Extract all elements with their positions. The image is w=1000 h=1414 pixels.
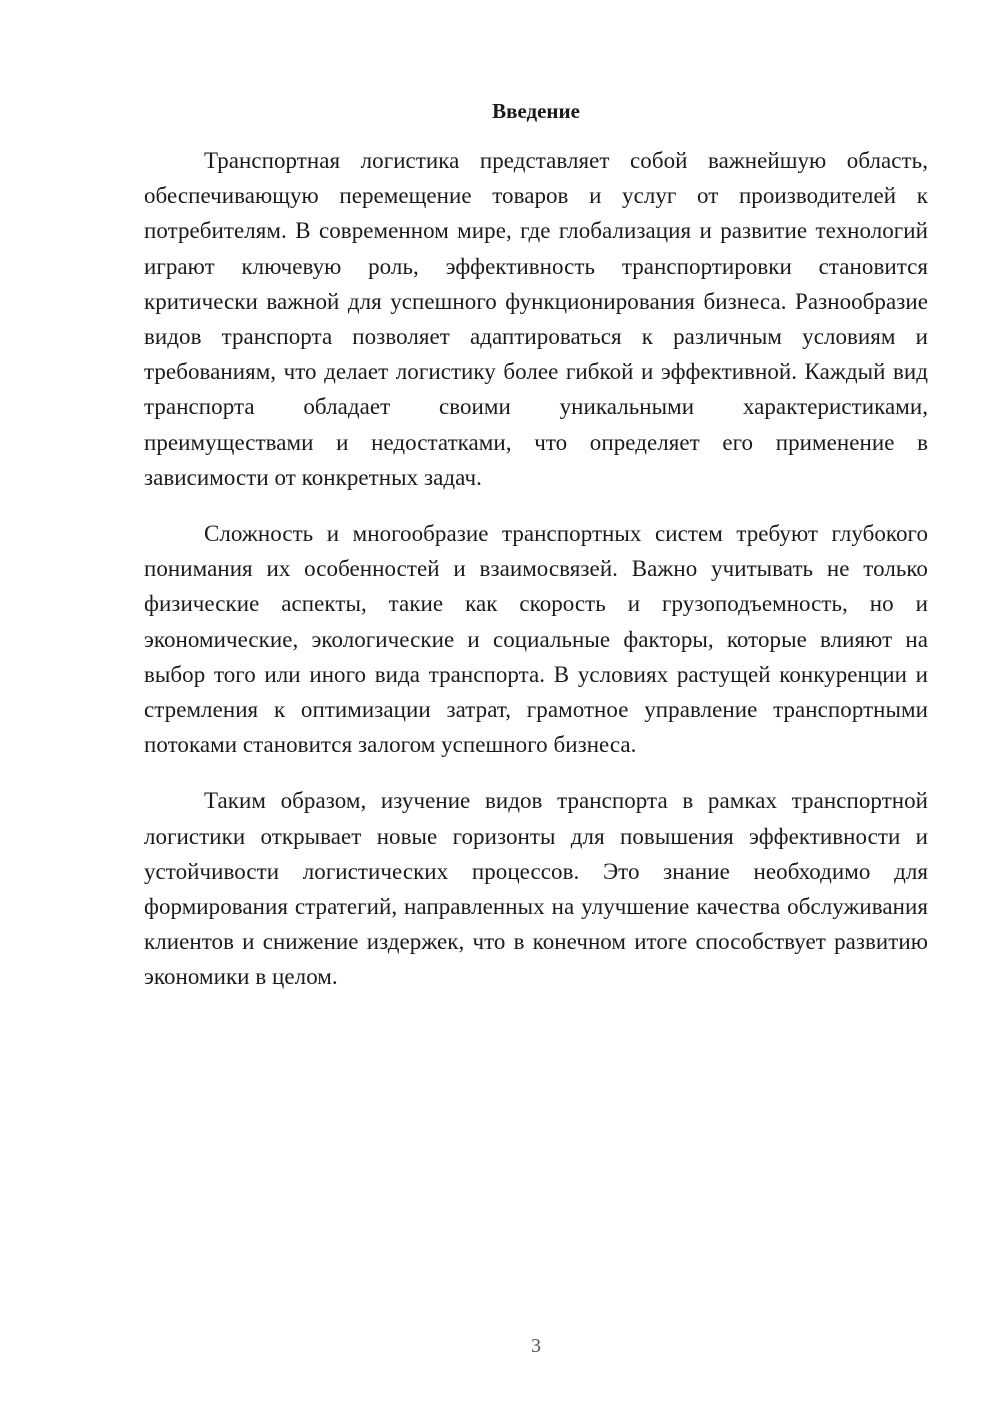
paragraph-2: Сложность и многообразие транспортных систем требуют глубокого понимания их особенностей и взаимосвязей. Важно учитывать не только физические аспекты, такие как скорость и грузоподъемность, но и экономические, экологические и социальные факторы, которые влияют на выбор того или иного вида транспорта. В условиях растущей конкуренции и стремления к оптимизации затрат, грамотное управление транспортными потоками становится залогом успешного бизнеса. xyxy=(144,521,928,758)
paragraph-3: Таким образом, изучение видов транспорта в рамках транспортной логистики открывает новые горизонты для повышения эффективности и устойчивости логистических процессов. Это знание необходимо для формирования стратегий, направленных на улучшение качества обслуживания клиентов и снижение издержек, что в конечном итоге способствует развитию экономики в целом. xyxy=(144,788,928,990)
section-heading: Введение xyxy=(492,99,580,123)
paragraph-1: Транспортная логистика представляет собой важнейшую область, обеспечивающую перемещение товаров и услуг от производителей к потребителям. В современном мире, где глобализация и развитие технологий играют ключевую роль, эффективность транспортировки становится критически важной для успешного функционирования бизнеса. Разнообразие видов транспорта позволяет адаптироваться к различным условиям и требованиям, что делает логистику более гибкой и эффективной. Каждый вид транспорта обладает своими уникальными характеристиками, преимуществами и недостатками, что определяет его применение в зависимости от конкретных задач. xyxy=(144,148,928,490)
page-number: 3 xyxy=(531,1335,541,1357)
body-text xyxy=(144,143,928,1016)
